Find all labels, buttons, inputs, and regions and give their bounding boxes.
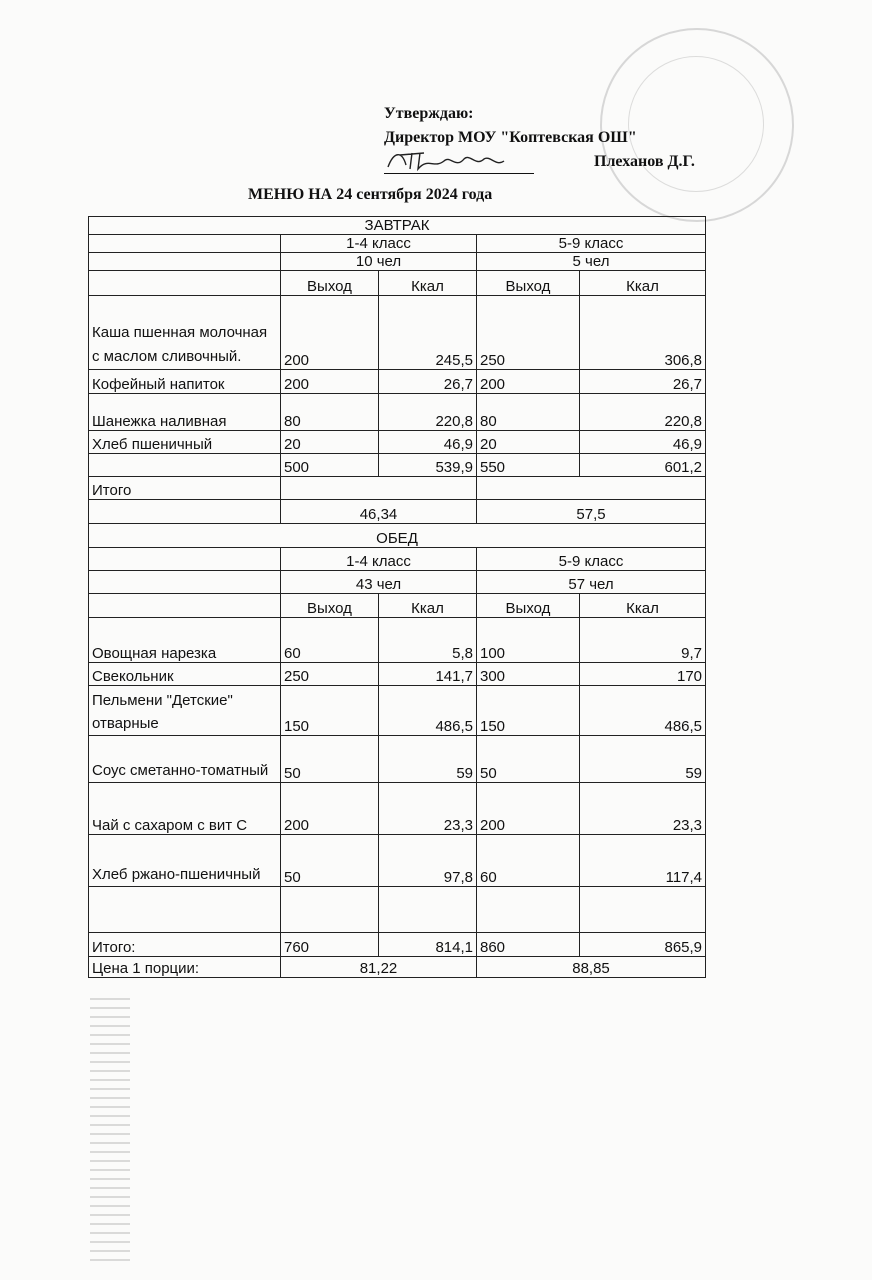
a-kcal: 46,9	[379, 431, 477, 454]
dish-name: Пельмени "Детские" отварные	[89, 686, 281, 736]
menu-table	[88, 216, 706, 978]
b-kcal: 46,9	[580, 431, 706, 454]
total-label: Итого:	[89, 933, 281, 957]
a-out: 80	[281, 394, 379, 431]
b-out: 860	[477, 933, 580, 957]
signature-icon	[384, 147, 534, 175]
col-out: Выход	[281, 594, 379, 618]
breakfast-header-row	[89, 271, 706, 296]
a-out: 150	[281, 686, 379, 736]
table-row	[89, 736, 706, 783]
director-line: Директор МОУ "Коптевская ОШ"	[384, 129, 637, 146]
empty-cell	[89, 235, 281, 253]
table-row	[89, 835, 706, 887]
a-kcal: 814,1	[379, 933, 477, 957]
table-row	[89, 296, 706, 370]
empty-cell	[477, 887, 580, 933]
breakfast-count-b: 5 чел	[477, 253, 706, 271]
breakfast-section-row	[89, 217, 706, 235]
lunch-class-a: 1-4 класс	[281, 548, 477, 571]
table-row	[89, 431, 706, 454]
breakfast-count-a: 10 чел	[281, 253, 477, 271]
b-out: 50	[477, 736, 580, 783]
scan-artifact	[90, 998, 130, 1268]
price-a: 46,34	[281, 500, 477, 524]
table-row	[89, 686, 706, 736]
dish-name: Соус сметанно-томатный	[89, 736, 281, 783]
breakfast-section-title: ЗАВТРАК	[89, 217, 706, 235]
empty-cell	[580, 887, 706, 933]
col-kcal: Ккал	[379, 271, 477, 296]
empty-cell	[89, 571, 281, 594]
col-kcal: Ккал	[580, 594, 706, 618]
dish-name: Хлеб ржано-пшеничный	[89, 835, 281, 887]
b-kcal: 59	[580, 736, 706, 783]
a-kcal: 220,8	[379, 394, 477, 431]
empty-cell	[89, 454, 281, 477]
b-out: 20	[477, 431, 580, 454]
lunch-total-row	[89, 933, 706, 957]
b-out: 100	[477, 618, 580, 663]
dish-name: Овощная нарезка	[89, 618, 281, 663]
lunch-count-a: 43 чел	[281, 571, 477, 594]
empty-cell	[89, 500, 281, 524]
a-out: 500	[281, 454, 379, 477]
approve-label: Утверждаю:	[384, 105, 474, 122]
page-title: МЕНЮ НА 24 сентября 2024 года	[248, 186, 493, 203]
dish-name: Каша пшенная молочная с маслом сливочный.	[89, 296, 281, 370]
col-out: Выход	[281, 271, 379, 296]
b-kcal: 601,2	[580, 454, 706, 477]
a-kcal: 141,7	[379, 663, 477, 686]
empty-cell	[281, 887, 379, 933]
lunch-section-row	[89, 524, 706, 548]
lunch-class-b: 5-9 класс	[477, 548, 706, 571]
lunch-count-row	[89, 571, 706, 594]
a-out: 50	[281, 835, 379, 887]
lunch-section-title: ОБЕД	[89, 524, 706, 548]
a-out: 60	[281, 618, 379, 663]
b-out: 550	[477, 454, 580, 477]
a-out: 200	[281, 296, 379, 370]
signature	[384, 155, 534, 174]
a-out: 20	[281, 431, 379, 454]
b-kcal: 23,3	[580, 783, 706, 835]
b-kcal: 26,7	[580, 370, 706, 394]
dish-name: Шанежка наливная	[89, 394, 281, 431]
b-kcal: 170	[580, 663, 706, 686]
col-kcal: Ккал	[379, 594, 477, 618]
breakfast-count-row	[89, 253, 706, 271]
director-name: Плеханов Д.Г.	[594, 153, 695, 170]
empty-cell	[379, 887, 477, 933]
b-kcal: 486,5	[580, 686, 706, 736]
b-kcal: 117,4	[580, 835, 706, 887]
breakfast-class-b: 5-9 класс	[477, 235, 706, 253]
b-out: 150	[477, 686, 580, 736]
b-kcal: 865,9	[580, 933, 706, 957]
empty-cell	[89, 271, 281, 296]
a-kcal: 5,8	[379, 618, 477, 663]
b-out: 250	[477, 296, 580, 370]
a-kcal: 59	[379, 736, 477, 783]
empty-cell	[477, 477, 706, 500]
a-kcal: 539,9	[379, 454, 477, 477]
total-label: Итого	[89, 477, 281, 500]
breakfast-price-row	[89, 500, 706, 524]
empty-cell	[89, 253, 281, 271]
empty-cell	[89, 548, 281, 571]
col-out: Выход	[477, 594, 580, 618]
a-out: 200	[281, 783, 379, 835]
a-out: 250	[281, 663, 379, 686]
a-out: 760	[281, 933, 379, 957]
col-out: Выход	[477, 271, 580, 296]
lunch-class-row	[89, 548, 706, 571]
lunch-count-b: 57 чел	[477, 571, 706, 594]
a-out: 50	[281, 736, 379, 783]
a-kcal: 486,5	[379, 686, 477, 736]
a-kcal: 97,8	[379, 835, 477, 887]
price-b: 57,5	[477, 500, 706, 524]
dish-name: Хлеб пшеничный	[89, 431, 281, 454]
table-row	[89, 663, 706, 686]
col-kcal: Ккал	[580, 271, 706, 296]
dish-name: Кофейный напиток	[89, 370, 281, 394]
table-row	[89, 394, 706, 431]
lunch-price-row	[89, 957, 706, 978]
b-out: 200	[477, 783, 580, 835]
dish-name: Свекольник	[89, 663, 281, 686]
breakfast-sum-row	[89, 454, 706, 477]
price-a: 81,22	[281, 957, 477, 978]
table-row	[89, 370, 706, 394]
empty-cell	[89, 594, 281, 618]
b-out: 80	[477, 394, 580, 431]
price-label: Цена 1 порции:	[89, 957, 281, 978]
a-kcal: 23,3	[379, 783, 477, 835]
dish-name: Чай с сахаром с вит С	[89, 783, 281, 835]
breakfast-total-row	[89, 477, 706, 500]
b-kcal: 306,8	[580, 296, 706, 370]
b-out: 60	[477, 835, 580, 887]
empty-row	[89, 887, 706, 933]
a-kcal: 26,7	[379, 370, 477, 394]
breakfast-class-row	[89, 235, 706, 253]
empty-cell	[89, 887, 281, 933]
a-kcal: 245,5	[379, 296, 477, 370]
signature-row	[384, 150, 695, 174]
a-out: 200	[281, 370, 379, 394]
b-kcal: 9,7	[580, 618, 706, 663]
approval-block	[384, 102, 695, 174]
b-out: 200	[477, 370, 580, 394]
lunch-header-row	[89, 594, 706, 618]
b-out: 300	[477, 663, 580, 686]
table-row	[89, 783, 706, 835]
b-kcal: 220,8	[580, 394, 706, 431]
breakfast-class-a: 1-4 класс	[281, 235, 477, 253]
table-row	[89, 618, 706, 663]
empty-cell	[281, 477, 477, 500]
price-b: 88,85	[477, 957, 706, 978]
